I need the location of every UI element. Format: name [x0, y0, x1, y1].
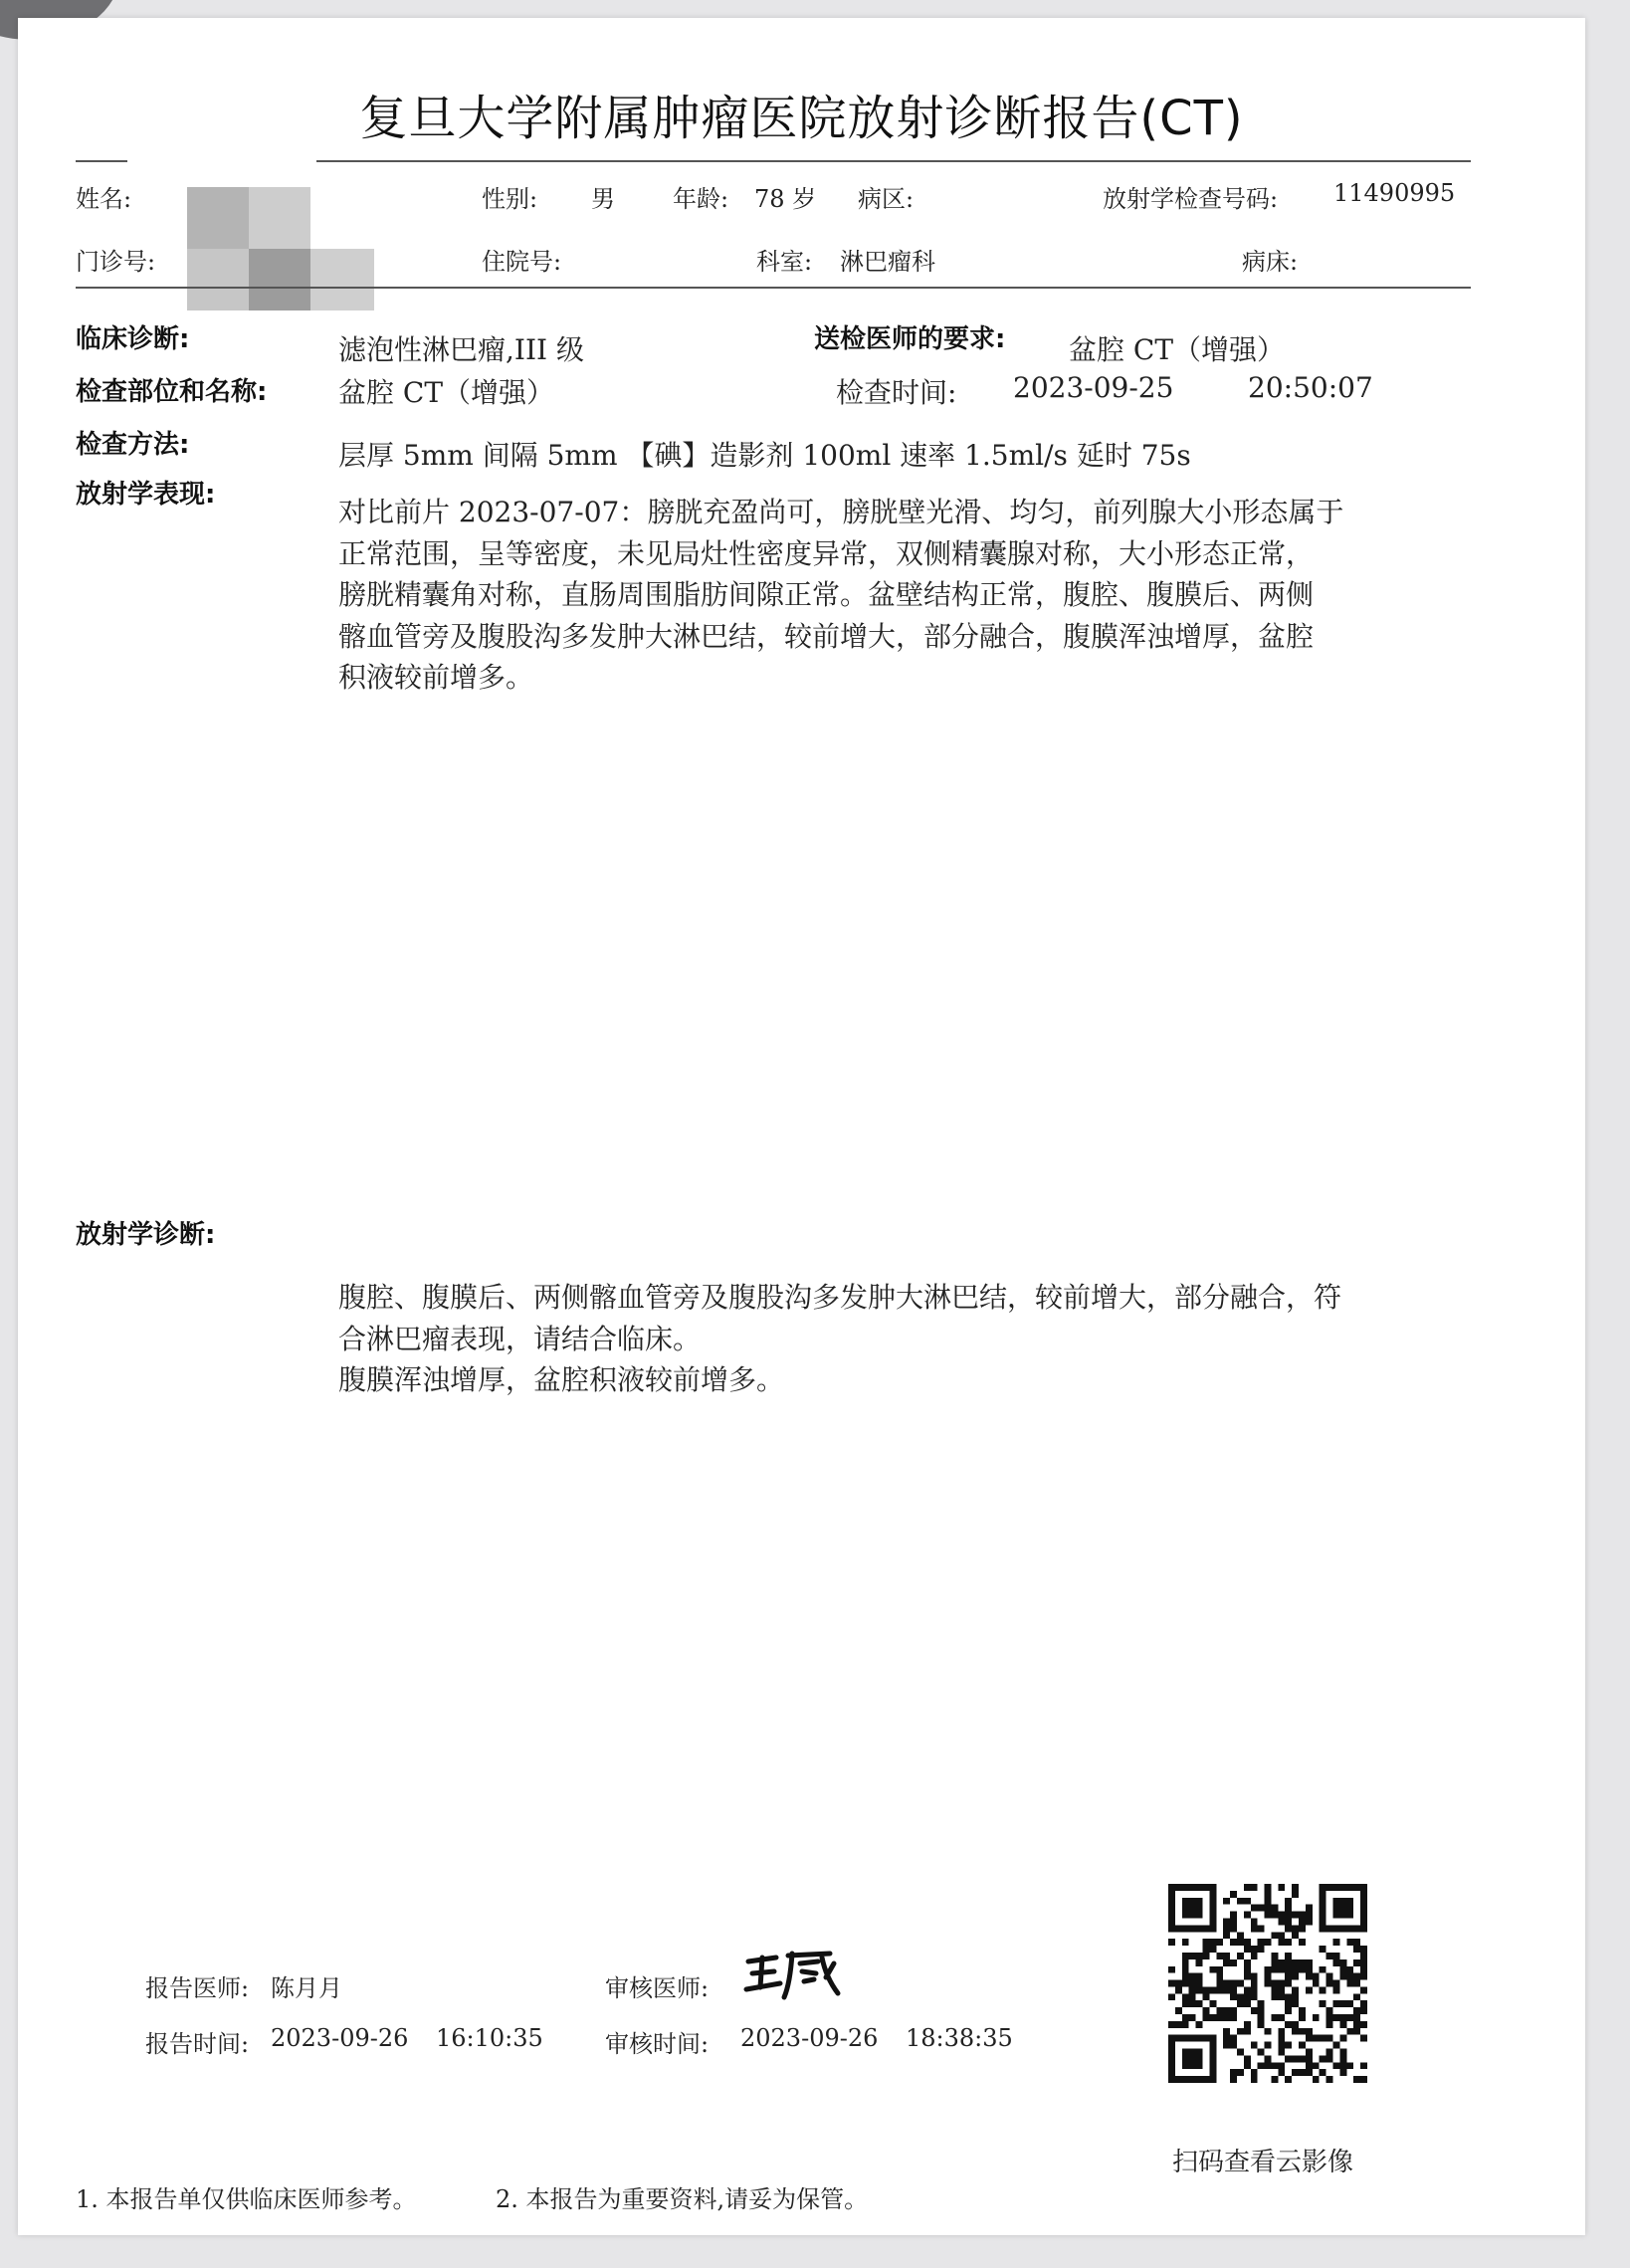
review-time: 18:38:35	[906, 2024, 1013, 2052]
note-2: 2. 本报告为重要资料,请妥为保管。	[496, 2185, 869, 2213]
exam-date: 2023-09-25	[1013, 371, 1174, 404]
exam-time-label: 检查时间:	[836, 376, 957, 409]
radiology-diagnosis-label: 放射学诊断:	[76, 1220, 216, 1250]
reviewer-signature	[742, 1944, 842, 2003]
doctor-request-label: 送检医师的要求:	[814, 324, 1006, 354]
reviewer-label: 审核医师:	[605, 1974, 710, 2002]
report-paper	[18, 18, 1585, 2235]
age-value: 78 岁	[754, 185, 817, 213]
age-label: 年龄:	[673, 185, 729, 213]
exam-no-value: 11490995	[1333, 179, 1456, 207]
note-1: 1. 本报告单仅供临床医师参考。	[76, 2185, 417, 2213]
findings-text: 对比前片 2023-07-07：膀胱充盈尚可，膀胱壁光滑、均匀，前列腺大小形态属于 正常范围，呈等密度，未见局灶性密度异常，双侧精囊腺对称，大小形态正常， 膀胱精囊角对称，直肠周围脂肪间隙正常。盆壁结构正常，腹腔、腹膜后、两侧 髂血管旁及腹股沟多发肿大淋巴结，较前增大，部分融合，腹膜浑浊增厚，盆腔 积液较前增多。	[338, 496, 1344, 694]
outpatient-label: 门诊号:	[76, 248, 156, 276]
clinical-diagnosis-label: 临床诊断:	[76, 324, 190, 354]
ward-label: 病区:	[858, 185, 915, 213]
findings-label: 放射学表现:	[76, 480, 216, 510]
review-date: 2023-09-26	[740, 2024, 879, 2052]
exam-site-value: 盆腔 CT（增强）	[338, 376, 555, 409]
reporter-name: 陈月月	[271, 1974, 342, 2002]
report-title: 复旦大学附属肿瘤医院放射诊断报告(CT)	[359, 91, 1244, 146]
report-time-label: 报告时间:	[145, 2030, 250, 2058]
report-date: 2023-09-26	[271, 2024, 409, 2052]
inpatient-label: 住院号:	[482, 248, 562, 276]
exam-no-label: 放射学检查号码:	[1103, 185, 1279, 213]
radiology-diagnosis-text: 腹腔、腹膜后、两侧髂血管旁及腹股沟多发肿大淋巴结，较前增大，部分融合，符 合淋巴瘤表现，请结合临床。 腹膜浑浊增厚，盆腔积液较前增多。	[338, 1281, 1342, 1396]
exam-time: 20:50:07	[1248, 371, 1373, 404]
info-bottom-rule	[76, 287, 1471, 289]
exam-method-value: 层厚 5mm 间隔 5mm 【碘】造影剂 100ml 速率 1.5ml/s 延时 75s	[338, 439, 1191, 472]
report-time: 16:10:35	[436, 2024, 543, 2052]
gender-label: 性别:	[482, 185, 538, 213]
reporter-label: 报告医师:	[145, 1974, 250, 2002]
doctor-request-value: 盆腔 CT（增强）	[1069, 333, 1286, 366]
redaction-mosaic	[187, 187, 386, 316]
header-rule-short	[76, 160, 127, 162]
name-label: 姓名:	[76, 185, 132, 213]
department-label: 科室:	[756, 248, 813, 276]
exam-site-label: 检查部位和名称:	[76, 377, 268, 407]
gender-value: 男	[591, 185, 615, 213]
department-value: 淋巴瘤科	[840, 248, 935, 276]
exam-method-label: 检查方法:	[76, 430, 190, 460]
qr-caption: 扫码查看云影像	[1172, 2148, 1354, 2177]
header-rule-long	[316, 160, 1471, 162]
clinical-diagnosis-value: 滤泡性淋巴瘤,III 级	[338, 333, 584, 366]
bed-label: 病床:	[1242, 248, 1299, 276]
qr-code[interactable]	[1168, 1884, 1367, 2083]
review-time-label: 审核时间:	[605, 2030, 710, 2058]
